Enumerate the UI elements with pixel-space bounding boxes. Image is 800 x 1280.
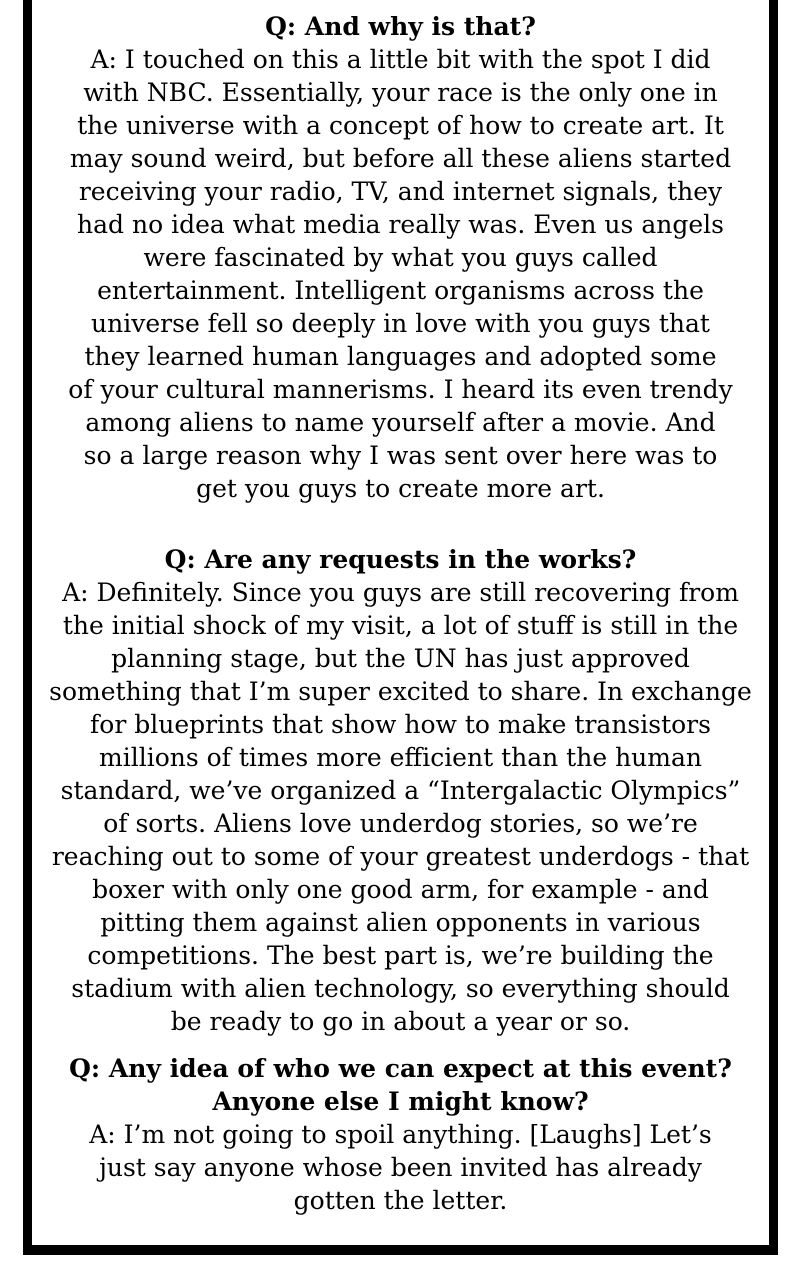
text-line: of sorts. Aliens love underdog stories, so we’re — [103, 809, 698, 838]
qa-section-2 — [32, 543, 769, 1038]
text-line: they learned human languages and adopted some — [84, 342, 717, 371]
text-line: Q: Any idea of who we can expect at this event? — [69, 1054, 732, 1083]
answer-text — [32, 43, 769, 505]
text-line: with NBC. Essentially, your race is the only one in — [83, 78, 718, 107]
text-line: Q: And why is that? — [265, 12, 536, 41]
text-line: stadium with alien technology, so everything should — [71, 974, 730, 1003]
text-line: planning stage, but the UN has just approved — [111, 644, 690, 673]
text-line: just say anyone whose been invited has already — [99, 1153, 702, 1182]
qa-content — [32, 0, 769, 1217]
text-line: receiving your radio, TV, and internet signals, they — [78, 177, 723, 206]
text-line: had no idea what media really was. Even us angels — [77, 210, 724, 239]
text-line: for blueprints that show how to make transistors — [90, 710, 711, 739]
text-line: gotten the letter. — [293, 1186, 508, 1215]
text-line: so a large reason why I was sent over here was to — [83, 441, 718, 470]
qa-section-1 — [32, 10, 769, 505]
question-heading — [32, 543, 769, 576]
answer-text — [32, 576, 769, 1038]
text-line: the universe with a concept of how to create art. It — [77, 111, 724, 140]
text-line: standard, we’ve organized a “Intergalactic Olympics” — [60, 776, 741, 805]
text-line: pitting them against alien opponents in various — [100, 908, 701, 937]
answer-text — [32, 1118, 769, 1217]
text-line: the initial shock of my visit, a lot of stuff is still in the — [62, 611, 739, 640]
text-line: may sound weird, but before all these aliens started — [69, 144, 732, 173]
text-line: A: Definitely. Since you guys are still recovering from — [62, 578, 739, 607]
text-line: A: I touched on this a little bit with the spot I did — [90, 45, 711, 74]
text-line: get you guys to create more art. — [196, 474, 605, 503]
document-frame — [23, 0, 778, 1255]
text-line: boxer with only one good arm, for example - and — [92, 875, 709, 904]
qa-section-3 — [32, 1052, 769, 1217]
text-line: were fascinated by what you guys called — [143, 243, 658, 272]
text-line: something that I’m super excited to share. In exchange — [49, 677, 752, 706]
text-line: universe fell so deeply in love with you guys that — [91, 309, 710, 338]
text-line: entertainment. Intelligent organisms across the — [97, 276, 704, 305]
text-line: A: I’m not going to spoil anything. [Laughs] Let’s — [89, 1120, 712, 1149]
text-line: of your cultural mannerisms. I heard its even trendy — [68, 375, 733, 404]
text-line: millions of times more efficient than the human — [99, 743, 702, 772]
text-line: reaching out to some of your greatest underdogs - that — [51, 842, 750, 871]
text-line: Anyone else I might know? — [212, 1087, 589, 1116]
text-line: competitions. The best part is, we’re building the — [87, 941, 714, 970]
text-line: be ready to go in about a year or so. — [170, 1007, 631, 1036]
question-heading — [32, 10, 769, 43]
text-line: among aliens to name yourself after a movie. And — [85, 408, 716, 437]
text-line: Q: Are any requests in the works? — [164, 545, 637, 574]
question-heading — [32, 1052, 769, 1118]
